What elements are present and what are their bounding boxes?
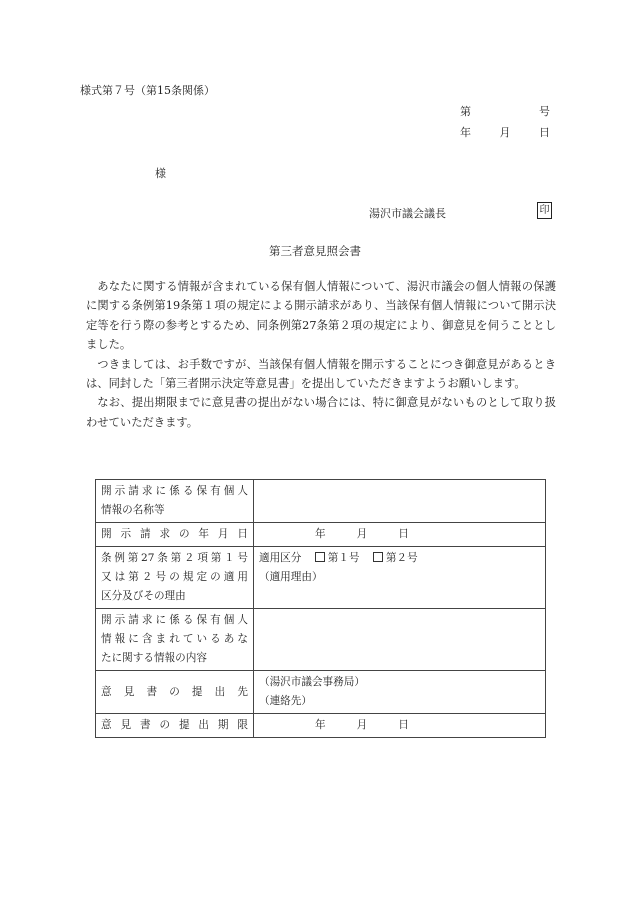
form-number: 様式第７号（第15条関係） (80, 84, 215, 97)
table-row (96, 547, 546, 609)
value-submission-deadline[interactable]: 年 月 日 (254, 714, 546, 738)
table-row (96, 523, 546, 547)
sender: 湯沢市議会議長 (369, 207, 446, 220)
issue-date-month: 月 (499, 126, 511, 139)
paragraph: あなたに関する情報が含まれている保有個人情報について、湯沢市議会の個人情報の保護に関する条例第19条第１項の規定による開示請求があり、当該保有個人情報について開示決定等を行う際の参考とするため、同条例第27条第２項の規定により、御意見を伺うこととしました。 (86, 280, 556, 352)
value-info-name[interactable] (254, 480, 546, 523)
table-row (96, 714, 546, 738)
addressee: 様 (155, 167, 166, 180)
document-title: 第三者意見照会書 (269, 244, 361, 258)
label-info-name: 開示請求に係る保有個人 情報の名称等 (96, 480, 254, 523)
document-number-prefix: 第 (460, 105, 471, 118)
value-submission-destination: （湯沢市議会事務局） （連絡先） (254, 671, 546, 714)
value-request-date[interactable]: 年 月 日 (254, 523, 546, 547)
value-applicable-category: 適用区分 第１号 第２号 （適用理由） (254, 547, 546, 609)
table-row (96, 480, 546, 523)
inquiry-table (95, 479, 546, 738)
paragraph: なお、提出期限までに意見書の提出がない場合には、特に御意見がないものとして取り扱わせていただきます。 (86, 396, 556, 429)
issue-date-year: 年 (460, 126, 471, 139)
label-applicable-category: 条例第27条第２項第１号 又は第２号の規定の適用 区分及びその理由 (96, 547, 254, 609)
document-number (460, 103, 550, 119)
label-submission-deadline: 意見書の提出期限 (96, 714, 254, 738)
option1-checkbox[interactable] (315, 552, 325, 562)
option2-checkbox[interactable] (373, 552, 383, 562)
label-request-date: 開示請求の年月日 (96, 523, 254, 547)
document-number-suffix: 号 (539, 105, 550, 118)
label-info-content: 開示請求に係る保有個人 情報に含まれているあな たに関する情報の内容 (96, 609, 254, 671)
seal-mark: 印 (537, 202, 552, 219)
issue-date (460, 124, 550, 140)
issue-date-day: 日 (539, 126, 550, 139)
table-row (96, 671, 546, 714)
paragraph: つきましては、お手数ですが、当該保有個人情報を開示することにつき御意見があるときは、同封した「第三者開示決定等意見書」を提出していただきますようお願いします。 (86, 357, 556, 391)
label-submission-destination: 意見書の提出先 (96, 671, 254, 714)
body-text (86, 277, 556, 432)
value-info-content[interactable] (254, 609, 546, 671)
table-row (96, 609, 546, 671)
